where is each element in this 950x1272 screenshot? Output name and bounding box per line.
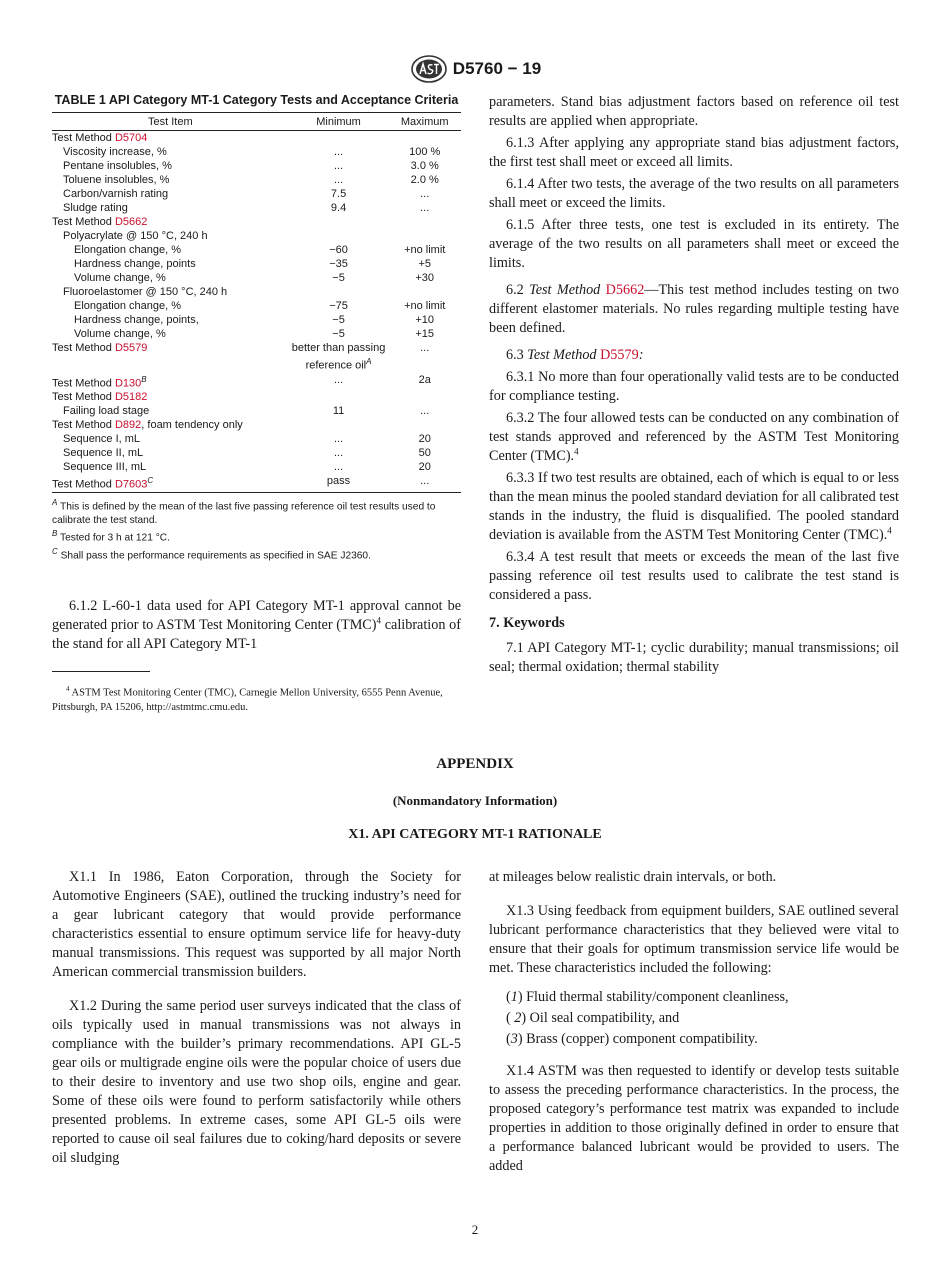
cell-maximum bbox=[388, 285, 461, 299]
astm-logo-icon bbox=[409, 54, 449, 84]
table-row bbox=[52, 285, 461, 299]
footnote-4: $^4$ ASTM Test Monitoring Center (TMC), Carnegie Mellon University, 6555 Penn Avenue, Pittsburgh, PA 15206, http://astmtmc.cmu.edu. bbox=[52, 685, 443, 713]
cell-test-item: Sequence III, mL bbox=[63, 461, 147, 474]
paragraph-x1-4: X1.4 ASTM was then requested to identify or develop tests suitable to assess the preceding performance characteristics. In the process, the proposed category’s performance test matrix was expanded to include properties in addition to those originally defined in order to ensure that a performance balanced lubricant would be provided to users. The added bbox=[489, 1063, 899, 1174]
col-header-minimum: Minimum bbox=[289, 113, 389, 131]
cell-minimum: ... bbox=[333, 447, 344, 460]
paragraph-x1-2: X1.2 During the same period user surveys indicated that the class of oils typically used in manual transmissions was not always in compliance with the builder’s primary recommendations. API GL-5 gear oils or multigrade engine oils were the popular choice of users due to their desire to inventory and use two shop oils, engine and gear. Some of these oils were found to perform satisfactorily while others presented problems. In extreme cases, some API GL-5 oils were reported to cause oil seal failures due to coking/hard deposits or severe oil sludging bbox=[52, 998, 461, 1166]
paragraph-6-3-4: 6.3.4 A test result that meets or exceeds the mean of the last five passing reference oil test results used to calibrate the test stand is considered a pass. bbox=[489, 549, 899, 603]
table-1-block bbox=[52, 93, 461, 563]
cell-maximum: ... bbox=[420, 202, 430, 214]
cell-minimum: 11 bbox=[332, 405, 345, 418]
table-row bbox=[52, 390, 461, 404]
table-row bbox=[52, 215, 461, 229]
cell-maximum: ... bbox=[420, 342, 430, 354]
cell-test-item: Sequence II, mL bbox=[63, 447, 144, 460]
test-method-link[interactable]: D5579 bbox=[114, 342, 148, 354]
cell-maximum: 100 % bbox=[409, 146, 441, 158]
cell-maximum: +10 bbox=[415, 314, 435, 326]
appendix-right-block bbox=[489, 868, 899, 1176]
paragraph-6-3-1: 6.3.1 No more than four operationally valid tests are to be conducted for compliance testing. bbox=[489, 369, 899, 404]
cell-maximum bbox=[388, 229, 461, 243]
appendix-title: APPENDIX bbox=[436, 756, 514, 772]
cell-test-item: Viscosity increase, % bbox=[63, 146, 167, 158]
cell-test-item: Test Method D892, foam tendency only bbox=[52, 419, 243, 432]
table-row bbox=[52, 201, 461, 215]
list-item: (1) Fluid thermal stability/component cleanliness, bbox=[506, 989, 789, 1005]
table-row bbox=[52, 271, 461, 285]
cell-test-item: Carbon/varnish rating bbox=[63, 188, 169, 200]
cell-maximum: 20 bbox=[418, 433, 431, 446]
cell-minimum: −35 bbox=[329, 258, 348, 270]
table-note-c: $^C$ Shall pass the performance requirements as specified in SAE J2360. bbox=[52, 547, 371, 562]
table-row bbox=[52, 373, 461, 391]
table-title: TABLE 1 API Category MT-1 Category Tests and Acceptance Criteria bbox=[54, 93, 459, 107]
page-number: 2 bbox=[471, 1222, 479, 1237]
cell-minimum: −75 bbox=[329, 300, 348, 312]
cell-maximum: 2.0 % bbox=[410, 174, 439, 186]
link-d5662[interactable]: D5662 bbox=[605, 282, 645, 298]
cell-minimum: −5 bbox=[332, 272, 345, 284]
cell-minimum: ... bbox=[333, 174, 344, 186]
paragraph-7-1: 7.1 API Category MT-1; cyclic durability; manual transmissions; oil seal; thermal oxidation; thermal stability bbox=[489, 640, 899, 675]
cell-test-item: Test Method D5579 bbox=[52, 342, 148, 354]
cell-minimum: −5 bbox=[332, 328, 345, 340]
cell-minimum: ... bbox=[333, 373, 344, 386]
table-row bbox=[52, 131, 461, 146]
paragraph-x1-3: X1.3 Using feedback from equipment builders, SAE outlined several lubricant performance characteristics that they believed were vital to ensure that their goals for optimum transmission service life would be met. These characteristics included the following: bbox=[489, 903, 899, 976]
col-header-test-item: Test Item bbox=[52, 113, 289, 131]
paragraph-continuation: parameters. Stand bias adjustment factors based on reference oil test results are applied when appropriate. bbox=[489, 94, 899, 129]
cell-maximum bbox=[388, 131, 461, 146]
paragraph-x1-2-continuation: at mileages below realistic drain intervals, or both. bbox=[489, 869, 777, 885]
cell-minimum: −60 bbox=[329, 244, 348, 256]
cell-maximum bbox=[388, 390, 461, 404]
paragraph-6-3-2: 6.3.2 The four allowed tests can be conducted on any combination of test stands approved and referenced by the ASTM Test Monitoring Center (TMC).$^4$ bbox=[489, 410, 899, 464]
test-method-link[interactable]: D130 bbox=[114, 377, 142, 390]
table-row bbox=[52, 404, 461, 418]
page-header bbox=[0, 54, 950, 84]
cell-minimum: pass bbox=[326, 475, 351, 488]
table-1 bbox=[52, 112, 461, 493]
cell-minimum bbox=[289, 131, 389, 146]
cell-test-item: Hardness change, points bbox=[74, 258, 196, 270]
table-row bbox=[52, 229, 461, 243]
table-row bbox=[52, 474, 461, 492]
cell-test-item: Test Method D5182 bbox=[52, 391, 148, 404]
table-row bbox=[52, 145, 461, 159]
table-note-a: $^A$ This is defined by the mean of the last five passing reference oil test results used to calibrate the test stand. bbox=[52, 497, 436, 526]
table-row bbox=[52, 159, 461, 173]
cell-test-item: Hardness change, points, bbox=[74, 314, 199, 326]
cell-test-item: Elongation change, % bbox=[74, 300, 182, 312]
table-note-b: $^B$ Tested for 3 h at 121 °C. bbox=[52, 529, 170, 544]
cell-maximum bbox=[388, 418, 461, 432]
table-notes bbox=[52, 496, 461, 563]
cell-test-item: Test Method D5662 bbox=[52, 216, 148, 228]
table-row bbox=[52, 173, 461, 187]
table-row bbox=[52, 432, 461, 446]
table-row bbox=[52, 299, 461, 313]
cell-test-item: Sequence I, mL bbox=[63, 433, 141, 446]
paragraph-6-1-3: 6.1.3 After applying any appropriate stand bias adjustment factors, the first test shall meet or exceed all limits. bbox=[489, 135, 899, 170]
cell-test-item: Toluene insolubles, % bbox=[63, 174, 170, 186]
right-text-block bbox=[489, 93, 899, 677]
appendix-section-heading: X1. API CATEGORY MT-1 RATIONALE bbox=[348, 827, 602, 842]
test-method-link[interactable]: D5182 bbox=[114, 391, 148, 404]
test-method-link[interactable]: D892 bbox=[114, 419, 142, 432]
paragraph-6-1-4: 6.1.4 After two tests, the average of the two results on all parameters shall meet or exceed the limits. bbox=[489, 176, 899, 211]
keywords-heading: 7. Keywords bbox=[489, 615, 565, 631]
test-method-link[interactable]: D5662 bbox=[114, 216, 148, 228]
cell-minimum: ... bbox=[333, 146, 344, 158]
cell-maximum: 2a bbox=[418, 373, 431, 386]
table-row bbox=[52, 446, 461, 460]
table-row bbox=[52, 460, 461, 474]
cell-maximum: 3.0 % bbox=[410, 160, 439, 172]
characteristics-list bbox=[489, 988, 899, 1049]
cell-maximum: +15 bbox=[415, 328, 435, 340]
cell-minimum: 7.5 bbox=[330, 188, 347, 200]
cell-maximum bbox=[388, 215, 461, 229]
table-row bbox=[52, 187, 461, 201]
link-d5579[interactable]: D5579 bbox=[600, 347, 639, 363]
footnote-block bbox=[52, 671, 461, 716]
table-header-row bbox=[52, 113, 461, 131]
cell-maximum: ... bbox=[420, 188, 430, 200]
appendix-left-block bbox=[52, 868, 461, 1168]
cell-test-item: Volume change, % bbox=[74, 272, 166, 284]
table-row bbox=[52, 243, 461, 257]
cell-test-item: Fluoroelastomer @ 150 °C, 240 h bbox=[63, 286, 228, 298]
table-body bbox=[52, 131, 461, 493]
cell-minimum: ... bbox=[333, 461, 344, 474]
table-row bbox=[52, 327, 461, 341]
list-item: ( 2) Oil seal compatibility, and bbox=[506, 1010, 680, 1026]
test-method-link[interactable]: D7603 bbox=[114, 478, 148, 491]
document-designation: D5760 − 19 bbox=[452, 59, 542, 78]
paragraph-6-1-5: 6.1.5 After three tests, one test is excluded in its entirety. The average of the two results on all parameters shall meet or exceed the limits. bbox=[489, 217, 899, 271]
cell-test-item: Pentane insolubles, % bbox=[63, 160, 172, 172]
left-text-block bbox=[52, 597, 461, 654]
table-row bbox=[52, 418, 461, 432]
cell-test-item: Test Method $D130^B$ bbox=[52, 374, 147, 390]
paragraph-6-3: 6.3 Test Method D5579: bbox=[506, 347, 644, 363]
paragraph-x1-1: X1.1 In 1986, Eaton Corporation, through the Society for Automotive Engineers (SAE), outlined the trucking industry’s need for a gear lubricant category that would provide performance characteristics essential to ensure optimum service life for heavy-duty manual transmissions. This request was supported by all major North American commercial transmission builders. bbox=[52, 869, 461, 980]
paragraph-6-2: 6.2 Test Method D5662—This test method includes testing on two different elastomer materials. No rules regarding multiple testing have been defined. bbox=[489, 282, 900, 336]
cell-maximum: ... bbox=[420, 405, 430, 418]
table-row bbox=[52, 341, 461, 373]
cell-test-item: Polyacrylate @ 150 °C, 240 h bbox=[63, 230, 208, 242]
table-row bbox=[52, 257, 461, 271]
cell-maximum: +30 bbox=[415, 272, 435, 284]
cell-maximum: 50 bbox=[418, 447, 431, 460]
cell-test-item: Volume change, % bbox=[74, 328, 166, 340]
paragraph-6-1-2: 6.1.2 L-60-1 data used for API Category MT-1 approval cannot be generated prior to ASTM Test Monitoring Center (TMC)$^4$ calibration of the stand for all API Category MT-1 bbox=[52, 598, 461, 652]
paragraph-6-3-3: 6.3.3 If two test results are obtained, each of which is equal to or less than the mean minus the pooled standard deviation for all calibrated test stands in the industry, the fluid is disqualified. The pooled standard deviation is available from the ASTM Test Monitoring Center (TMC).$^4$ bbox=[489, 470, 899, 543]
col-header-maximum: Maximum bbox=[388, 113, 461, 131]
cell-maximum: +no limit bbox=[404, 244, 446, 256]
cell-test-item: Elongation change, % bbox=[74, 244, 182, 256]
cell-minimum bbox=[289, 285, 389, 299]
cell-maximum: ... bbox=[420, 475, 430, 488]
table-row bbox=[52, 313, 461, 327]
cell-test-item: Sludge rating bbox=[63, 202, 128, 214]
appendix-subtitle: (Nonmandatory Information) bbox=[392, 793, 558, 808]
cell-test-item: Failing load stage bbox=[63, 405, 150, 418]
cell-maximum: +5 bbox=[418, 258, 431, 270]
test-method-link[interactable]: D5704 bbox=[114, 132, 148, 144]
list-item: (3) Brass (copper) component compatibility. bbox=[506, 1031, 758, 1047]
cell-minimum bbox=[289, 229, 389, 243]
cell-minimum: −5 bbox=[332, 314, 345, 326]
cell-minimum: ... bbox=[333, 160, 344, 172]
cell-test-item: Test Method $D7603^C$ bbox=[52, 476, 154, 491]
cell-minimum: ... bbox=[333, 433, 344, 446]
cell-minimum bbox=[289, 418, 389, 432]
cell-minimum: 9.4 bbox=[330, 202, 347, 214]
cell-minimum bbox=[289, 215, 389, 229]
cell-minimum bbox=[289, 390, 389, 404]
cell-test-item: Test Method D5704 bbox=[52, 132, 148, 144]
cell-maximum: 20 bbox=[418, 461, 431, 474]
footnote-divider bbox=[52, 671, 150, 672]
cell-maximum: +no limit bbox=[404, 300, 446, 312]
cell-minimum: better than passing reference oil$^A$ bbox=[291, 342, 386, 372]
